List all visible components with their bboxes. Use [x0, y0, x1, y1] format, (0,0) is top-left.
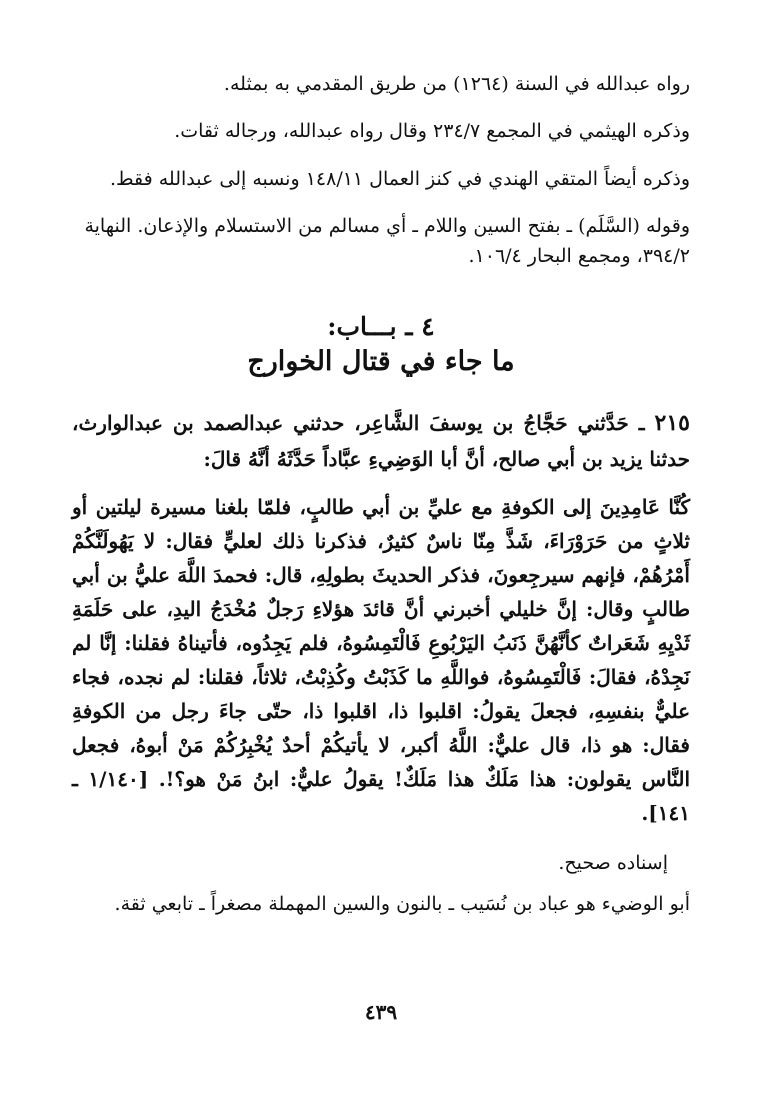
reference-line-4: وقوله (السَّلَم) ـ بفتح السين واللام ـ أي مسالم من الاستسلام والإذعان. النهاية ٣٩٤/٢، ومجمع البحار ١٠٦/٤.: [84, 215, 690, 267]
grading-note: إسناده صحيح.: [558, 852, 668, 875]
hadith-number: ٢١٥: [654, 409, 690, 436]
hadith-isnad-paragraph: [72, 405, 690, 476]
page-number: ٤٣٩: [364, 1000, 398, 1024]
narrator-note: أبو الوضيء هو عباد بن نُسَيب ـ بالنون والسين المهملة مصغراً ـ تابعي ثقة.: [114, 892, 690, 915]
chapter-title: ما جاء في قتال الخوارج: [247, 345, 515, 377]
reference-line-2: وذكره الهيثمي في المجمع ٢٣٤/٧ وقال رواه عبدالله، ورجاله ثقات.: [174, 120, 690, 143]
book-page: [72, 70, 690, 919]
reference-line-1: رواه عبدالله في السنة (١٢٦٤) من طريق المقدمي به بمثله.: [223, 73, 690, 95]
hadith-isnad: ـ حَدَّثني حَجَّاجُ بن يوسفَ الشَّاعِر، حدثني عبدالصمد بن عبدالوارث، حدثنا يزيد بن أبي صالح، أنَّ أبا الوَضِيءِ عبَّاداً حَدَّثَهُ أنَّهُ قالَ:: [72, 410, 690, 472]
chapter-number: ٤ ـ بـــاب:: [327, 312, 435, 342]
references-section: [72, 70, 690, 271]
hadith-matn: كُنَّا عَامِدِينَ إلى الكوفةِ مع عليِّ بن أبي طالبٍ، فلمّا بلغنا مسيرة ليلتين أو ثلاثٍ من حَرَوْرَاءَ، شَذَّ مِنّا ناسٌ كثيرٌ، فذكرنا ذلك لعليٍّ فقال: لا يَهُولَنَّكُمْ أَمْرُهُمْ، فإنهم سيرجِعونَ، فذكر الحديثَ بطولِهِ، قال: فحمدَ اللَّهَ عليُّ بن أبي طالبٍ وقال: إنَّ خليلي أخبرني أنَّ قائدَ هؤلاءِ رَجلٌ مُخْدَجُ اليدِ، على حَلَمَةِ ثَدْيِهِ شَعَراتٌ كأنَّهُنَّ ذَنَبُ اليَرْبُوعِ فَالْتَمِسُوهُ، فلم يَجِدُوه، فأتيناهُ فقلنا: إنَّا لم نَجِدْهُ، فقالَ: فَالْتَمِسُوهُ، فواللَّهِ ما كَذَبْتُ وكُذِبْتُ، ثلاثاً، فقلنا: لم نجده، فجاء عليٌّ بنفسِهِ، فجعلَ يقولُ: اقلبوا ذا، اقلبوا ذا، حتّى جاءَ رجل من الكوفةِ فقال: هو ذا، قال عليٌّ: اللَّهُ أكبر، لا يأتيكُمْ أحدٌ يُخْبِرُكُمْ مَنْ أبوهُ، فجعل النَّاس يقولون: هذا مَلَكٌ هذا مَلَكٌ! يقولُ عليٌّ: ابنُ مَنْ هو؟!. [١/١٤٠ ـ ١٤١].: [72, 495, 691, 826]
reference-line-3: وذكره أيضاً المتقي الهندي في كنز العمال ١٤٨/١١ ونسبه إلى عبدالله فقط.: [109, 167, 690, 190]
chapter-heading: [72, 311, 690, 379]
